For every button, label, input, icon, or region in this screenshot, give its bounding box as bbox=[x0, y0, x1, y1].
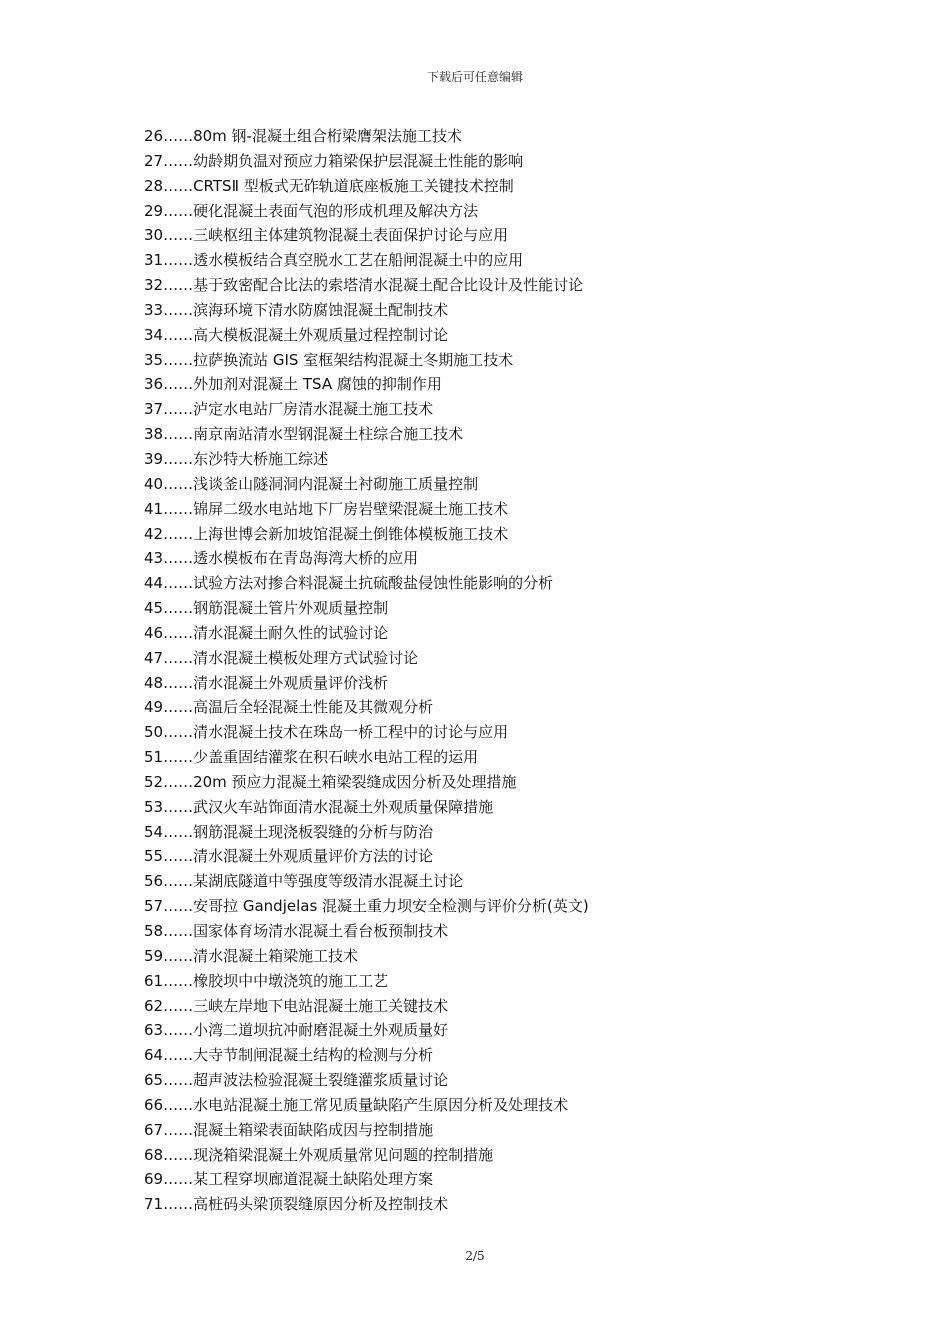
toc-item: 42……上海世博会新加坡馆混凝土倒锥体模板施工技术 bbox=[144, 524, 509, 543]
toc-item: 28……CRTSⅡ 型板式无砟轨道底座板施工关键技术控制 bbox=[144, 176, 514, 195]
toc-item: 50……清水混凝土技术在珠岛一桥工程中的讨论与应用 bbox=[144, 723, 509, 742]
toc-item: 57……安哥拉 Gandjelas 混凝土重力坝安全检测与评价分析(英文) bbox=[144, 897, 589, 916]
toc-item: 26……80m 钢-混凝土组合桁梁膺架法施工技术 bbox=[144, 127, 462, 145]
toc-item: 58……国家体育场清水混凝土看台板预制技术 bbox=[144, 922, 449, 940]
toc-item: 32……基于致密配合比法的索塔清水混凝土配合比设计及性能讨论 bbox=[144, 276, 584, 295]
toc-item: 37……泸定水电站厂房清水混凝土施工技术 bbox=[144, 400, 434, 419]
toc-item: 49……高温后全轻混凝土性能及其微观分析 bbox=[144, 698, 434, 717]
toc-item: 39……东沙特大桥施工综述 bbox=[144, 449, 329, 468]
toc-item: 34……高大模板混凝土外观质量过程控制讨论 bbox=[144, 325, 449, 344]
toc-item: 46……清水混凝土耐久性的试验讨论 bbox=[144, 623, 389, 642]
toc-item: 45……钢筋混凝土管片外观质量控制 bbox=[144, 599, 389, 618]
toc-item: 67……混凝土箱梁表面缺陷成因与控制措施 bbox=[144, 1120, 434, 1139]
toc-item: 36……外加剂对混凝土 TSA 腐蚀的抑制作用 bbox=[144, 375, 442, 394]
toc-item: 62……三峡左岸地下电站混凝土施工关键技术 bbox=[144, 996, 449, 1015]
toc-item: 35……拉萨换流站 GIS 室框架结构混凝土冬期施工技术 bbox=[144, 350, 514, 369]
toc-item: 64……大寺节制闸混凝土结构的检测与分析 bbox=[144, 1046, 434, 1065]
toc-item: 47……清水混凝土模板处理方式试验讨论 bbox=[144, 648, 419, 667]
toc-item: 52……20m 预应力混凝土箱梁裂缝成因分析及处理措施 bbox=[144, 772, 517, 791]
page-number: 2/5 bbox=[465, 1249, 485, 1263]
toc-item: 27……幼龄期负温对预应力箱梁保护层混凝土性能的影响 bbox=[144, 151, 524, 170]
toc-item: 54……钢筋混凝土现浇板裂缝的分析与防治 bbox=[144, 822, 434, 841]
toc-item: 53……武汉火车站饰面清水混凝土外观质量保障措施 bbox=[144, 797, 494, 816]
toc-item: 43……透水模板布在青岛海湾大桥的应用 bbox=[144, 549, 419, 568]
toc-item: 44……试验方法对掺合料混凝土抗硫酸盐侵蚀性能影响的分析 bbox=[144, 574, 554, 593]
toc-item: 51……少盖重固结灌浆在积石峡水电站工程的运用 bbox=[144, 748, 479, 767]
toc-item: 30……三峡枢纽主体建筑物混凝土表面保护讨论与应用 bbox=[144, 226, 509, 245]
toc-item: 33……滨海环境下清水防腐蚀混凝土配制技术 bbox=[144, 300, 449, 319]
toc-item: 56……某湖底隧道中等强度等级清水混凝土讨论 bbox=[144, 872, 464, 891]
toc-item: 59……清水混凝土箱梁施工技术 bbox=[144, 946, 359, 965]
toc-item: 41……锦屏二级水电站地下厂房岩壁梁混凝土施工技术 bbox=[144, 499, 509, 518]
toc-item: 40……浅谈釜山隧洞洞内混凝土衬砌施工质量控制 bbox=[144, 474, 479, 493]
toc-item: 61……橡胶坝中中墩浇筑的施工工艺 bbox=[144, 971, 389, 990]
toc-item: 66……水电站混凝土施工常见质量缺陷产生原因分析及处理技术 bbox=[144, 1095, 569, 1114]
page-header: 下载后可任意编辑 bbox=[426, 70, 523, 84]
toc-list bbox=[144, 124, 864, 1217]
toc-item: 55……清水混凝土外观质量评价方法的讨论 bbox=[144, 847, 434, 866]
toc-item: 29……硬化混凝土表面气泡的形成机理及解决方法 bbox=[144, 201, 479, 220]
toc-item: 38……南京南站清水型钢混凝土柱综合施工技术 bbox=[144, 425, 464, 444]
toc-item: 71……高桩码头梁顶裂缝原因分析及控制技术 bbox=[144, 1195, 449, 1214]
toc-item: 48……清水混凝土外观质量评价浅析 bbox=[144, 673, 389, 692]
toc-item: 63……小湾二道坝抗冲耐磨混凝土外观质量好 bbox=[144, 1021, 449, 1040]
toc-item: 69……某工程穿坝廊道混凝土缺陷处理方案 bbox=[144, 1170, 434, 1189]
toc-item: 65……超声波法检验混凝土裂缝灌浆质量讨论 bbox=[144, 1071, 449, 1090]
toc-item: 31……透水模板结合真空脱水工艺在船闸混凝土中的应用 bbox=[144, 251, 524, 270]
toc-item: 68……现浇箱梁混凝土外观质量常见问题的控制措施 bbox=[144, 1145, 494, 1164]
